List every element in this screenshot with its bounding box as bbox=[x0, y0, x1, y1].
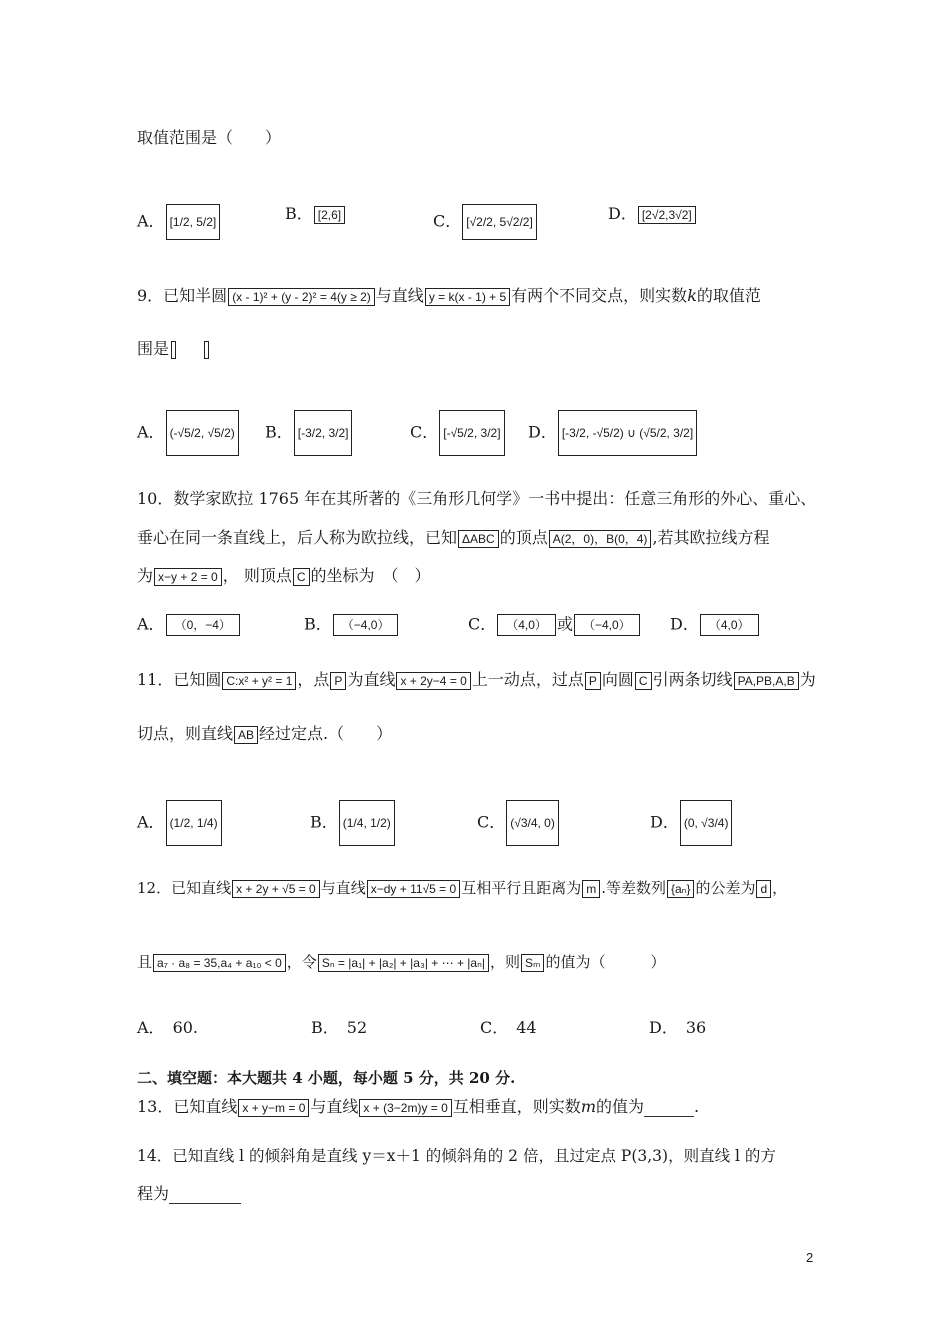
formula-box: Sₙ = |a₁| + |a₂| + |a₃| + ⋯ + |aₙ| bbox=[318, 954, 489, 972]
text: 或 bbox=[556, 614, 573, 634]
formula-box: x + 2y + √5 = 0 bbox=[232, 880, 320, 898]
q10-line3 bbox=[137, 566, 431, 586]
text: 上一动点，过点 bbox=[471, 670, 584, 689]
formula-box: C bbox=[635, 672, 652, 690]
text: . bbox=[694, 1097, 700, 1116]
text: 的顶点 bbox=[499, 528, 548, 547]
text: 的值为（ ） bbox=[545, 953, 666, 971]
option-value: 36 bbox=[685, 1018, 707, 1037]
text: 与直线 bbox=[320, 879, 366, 897]
option-label: A． bbox=[137, 812, 165, 832]
formula-box: (1/4, 1/2) bbox=[339, 800, 395, 846]
option-label: C． bbox=[480, 1018, 509, 1037]
option-label: D． bbox=[670, 614, 699, 634]
q11-option-c bbox=[477, 800, 560, 846]
q10-option-c bbox=[468, 614, 641, 636]
formula-box: PA,PB,A,B bbox=[734, 672, 799, 690]
section-heading: 二、填空题：本大题共 4 小题，每小题 5 分，共 20 分. bbox=[137, 1069, 516, 1087]
formula-box: [√2/2, 5√2/2] bbox=[462, 204, 537, 240]
formula-box: （0，−4） bbox=[166, 614, 240, 636]
text: ，令 bbox=[286, 953, 317, 971]
formula-box: [2,6] bbox=[314, 206, 345, 224]
q10-option-b bbox=[304, 614, 399, 636]
empty-box bbox=[171, 341, 176, 359]
option-label: B． bbox=[310, 812, 338, 832]
q12-option-d bbox=[649, 1018, 706, 1038]
option-label: A． bbox=[137, 614, 165, 634]
text: 12．已知直线 bbox=[137, 879, 232, 897]
q8-option-b bbox=[285, 204, 346, 224]
text: 9．已知半圆 bbox=[137, 286, 228, 305]
formula-box: (0, √3/4) bbox=[680, 800, 733, 846]
q13-line bbox=[137, 1097, 699, 1117]
q14-line2 bbox=[137, 1184, 241, 1204]
text: 有两个不同交点，则实数 bbox=[511, 286, 688, 305]
text: 的坐标为 （ ） bbox=[310, 566, 431, 585]
text: 且 bbox=[137, 953, 153, 971]
q10-option-a bbox=[137, 614, 241, 636]
formula-box: x + 2y−4 = 0 bbox=[396, 672, 470, 690]
formula-box: (-√5/2, √5/2) bbox=[166, 410, 239, 456]
q8-option-c bbox=[433, 204, 538, 240]
option-value: 60. bbox=[172, 1018, 199, 1037]
formula-box: （−4,0） bbox=[333, 614, 399, 636]
q12-option-b bbox=[311, 1018, 367, 1038]
text: 为 bbox=[799, 670, 816, 689]
formula-box: [-3/2, -√5/2) ∪ (√5/2, 3/2] bbox=[558, 410, 697, 456]
q9-option-a bbox=[137, 410, 240, 456]
q8-option-a bbox=[137, 204, 221, 240]
text: 的公差为 bbox=[695, 879, 756, 897]
text: 引两条切线 bbox=[652, 670, 733, 689]
text: 围是 bbox=[137, 339, 170, 358]
option-value: 44 bbox=[516, 1018, 537, 1037]
q11-option-d bbox=[650, 800, 733, 846]
q12-line1 bbox=[137, 878, 787, 898]
option-value: 52 bbox=[346, 1018, 368, 1037]
page-number: 2 bbox=[806, 1250, 814, 1265]
formula-box: P bbox=[585, 672, 601, 690]
option-label: C． bbox=[477, 812, 506, 832]
formula-box: x + y−m = 0 bbox=[238, 1099, 309, 1117]
option-label: B． bbox=[285, 204, 313, 223]
formula-box: a₇ · a₈ = 35,a₄ + a₁₀ < 0 bbox=[153, 954, 286, 972]
q9-line1 bbox=[137, 286, 761, 306]
variable: k bbox=[687, 286, 697, 305]
formula-box: P bbox=[330, 672, 346, 690]
formula-box: {aₙ} bbox=[667, 880, 694, 898]
option-label: B． bbox=[304, 614, 332, 634]
formula-box: C bbox=[293, 568, 310, 586]
formula-box: [-3/2, 3/2] bbox=[294, 410, 353, 456]
formula-box: d bbox=[756, 880, 771, 898]
formula-box: C:x² + y² = 1 bbox=[222, 672, 296, 690]
text: 向圆 bbox=[601, 670, 634, 689]
formula-box: （4,0） bbox=[497, 614, 556, 636]
formula-box: x−y + 2 = 0 bbox=[154, 568, 222, 586]
formula-box: x + (3−2m)y = 0 bbox=[359, 1099, 451, 1117]
option-label: A． bbox=[137, 211, 165, 231]
text: ， bbox=[772, 879, 788, 897]
text: 互相平行且距离为 bbox=[461, 879, 582, 897]
option-label: A． bbox=[137, 1018, 165, 1037]
text: 垂心在同一条直线上，后人称为欧拉线，已知 bbox=[137, 528, 458, 547]
option-label: B． bbox=[311, 1018, 339, 1037]
q12-option-c bbox=[480, 1018, 537, 1038]
formula-box: AB bbox=[234, 726, 258, 744]
q9-option-d bbox=[528, 410, 698, 456]
q8-stem-tail: 取值范围是（ ） bbox=[137, 128, 282, 147]
q12-line2 bbox=[137, 952, 666, 972]
text: 切点，则直线 bbox=[137, 724, 234, 743]
text: 为直线 bbox=[347, 670, 396, 689]
answer-blank[interactable] bbox=[644, 1100, 694, 1117]
q10-option-d bbox=[670, 614, 760, 636]
formula-box: x−dy + 11√5 = 0 bbox=[367, 880, 460, 898]
q10-line2 bbox=[137, 528, 770, 548]
option-label: C． bbox=[468, 614, 497, 634]
formula-box: y = k(x - 1) + 5 bbox=[425, 288, 510, 306]
formula-box: （4,0） bbox=[700, 614, 759, 636]
text: 经过定点.（ ） bbox=[259, 724, 393, 743]
text: 的值为 bbox=[595, 1097, 644, 1116]
option-label: D． bbox=[650, 812, 679, 832]
q11-option-b bbox=[310, 800, 396, 846]
formula-box: ΔABC bbox=[458, 530, 499, 548]
text: ，点 bbox=[297, 670, 330, 689]
formula-box: (1/2, 1/4) bbox=[166, 800, 222, 846]
text: 的取值范 bbox=[696, 286, 761, 305]
formula-box: [-√5/2, 3/2] bbox=[439, 410, 504, 456]
q10-line1: 10．数学家欧拉 1765 年在其所著的《三角形几何学》一书中提出：任意三角形的外心、重心、 bbox=[137, 489, 817, 508]
text: 与直线 bbox=[310, 1097, 359, 1116]
option-label: C． bbox=[410, 422, 439, 442]
formula-box: (x - 1)² + (y - 2)² = 4(y ≥ 2) bbox=[228, 288, 375, 306]
answer-blank[interactable] bbox=[169, 1187, 241, 1204]
q11-line2 bbox=[137, 724, 392, 744]
empty-box bbox=[204, 341, 209, 359]
option-label: D． bbox=[528, 422, 557, 442]
option-label: C． bbox=[433, 211, 462, 231]
q8-option-d bbox=[608, 204, 697, 224]
q9-line2 bbox=[137, 339, 211, 359]
text: 11．已知圆 bbox=[137, 670, 222, 689]
text: ，则 bbox=[489, 953, 520, 971]
q9-option-b bbox=[265, 410, 353, 456]
option-label: B． bbox=[265, 422, 293, 442]
text: .等差数列 bbox=[601, 879, 666, 897]
q9-option-c bbox=[410, 410, 506, 456]
option-label: D． bbox=[649, 1018, 678, 1037]
q12-option-a bbox=[137, 1018, 198, 1038]
variable: m bbox=[580, 1097, 596, 1116]
q14-line1: 14．已知直线 l 的倾斜角是直线 y＝x＋1 的倾斜角的 2 倍，且过定点 P(3,3)，则直线 l 的方 bbox=[137, 1147, 776, 1165]
option-label: D． bbox=[608, 204, 637, 223]
formula-box: A(2，0)，B(0，4) bbox=[549, 530, 652, 548]
q11-option-a bbox=[137, 800, 223, 846]
formula-box: Sₘ bbox=[521, 954, 544, 972]
q11-line1 bbox=[137, 670, 816, 690]
option-label: A． bbox=[137, 422, 165, 442]
formula-box: [2√2,3√2] bbox=[638, 206, 696, 224]
text: 与直线 bbox=[375, 286, 424, 305]
text: ， 则顶点 bbox=[222, 566, 292, 585]
text: 程为 bbox=[137, 1184, 170, 1203]
formula-box: （−4,0） bbox=[574, 614, 640, 636]
text: ,若其欧拉线方程 bbox=[652, 528, 770, 547]
formula-box: (√3/4, 0) bbox=[506, 800, 559, 846]
text: 为 bbox=[137, 566, 154, 585]
text: 13．已知直线 bbox=[137, 1097, 238, 1116]
text: 互相垂直，则实数 bbox=[452, 1097, 581, 1116]
formula-box: m bbox=[582, 880, 600, 898]
formula-box: [1/2, 5/2] bbox=[166, 204, 221, 240]
